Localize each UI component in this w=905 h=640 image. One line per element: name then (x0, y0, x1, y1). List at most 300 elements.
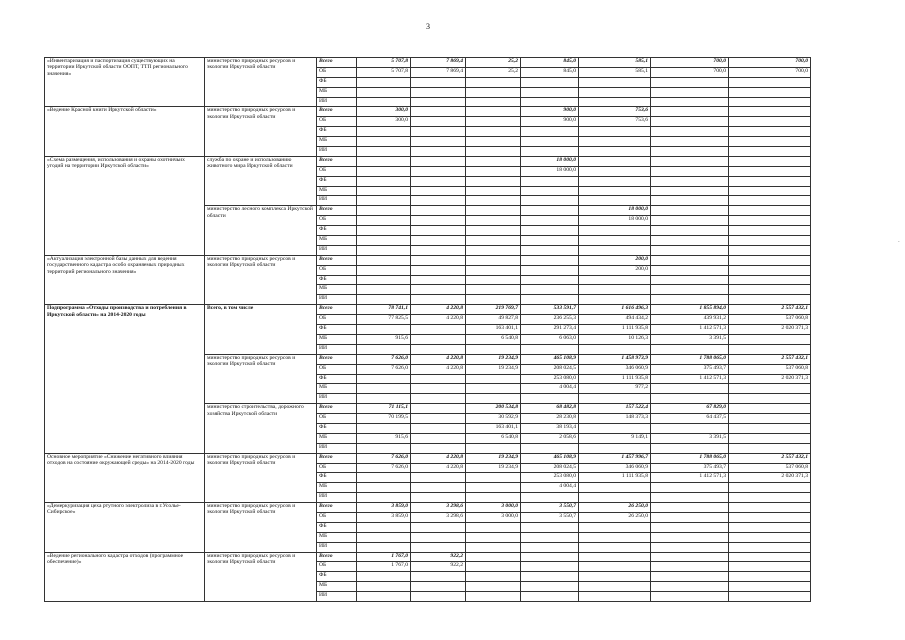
year-2020-cell (729, 532, 811, 542)
year-2020-cell: 537 060,8 (729, 364, 811, 374)
responsible-executor: Всего, в том числе (205, 305, 317, 354)
source-cell: ОБ (317, 414, 357, 424)
year-2015-cell (411, 255, 466, 265)
year-2016-cell (466, 572, 521, 582)
year-2019-cell: 3 391,5 (651, 334, 729, 344)
year-2015-cell (411, 542, 466, 552)
source-cell: Всего (317, 107, 357, 117)
year-2014-cell (357, 206, 411, 216)
year-2018-cell (579, 532, 651, 542)
activity-description: «Ведение регионального кадастра отходов (программное обеспечение)» (45, 552, 205, 601)
year-2016-cell (466, 443, 521, 453)
year-2014-cell (357, 236, 411, 246)
year-2020-cell (729, 147, 811, 157)
source-cell: Всего (317, 58, 357, 68)
year-2019-cell (651, 245, 729, 255)
year-2017-cell (521, 127, 579, 137)
year-2016-cell (466, 285, 521, 295)
source-cell: ОБ (317, 512, 357, 522)
source-cell: МБ (317, 285, 357, 295)
year-2017-cell (521, 236, 579, 246)
year-2020-cell (729, 87, 811, 97)
year-2015-cell (411, 374, 466, 384)
year-2020-cell (729, 493, 811, 503)
year-2014-cell: 71 115,1 (357, 404, 411, 414)
year-2017-cell (521, 592, 579, 602)
year-2020-cell (729, 156, 811, 166)
year-2014-cell: 70 199,5 (357, 414, 411, 424)
year-2014-cell: 1 767,0 (357, 562, 411, 572)
year-2020-cell (729, 582, 811, 592)
year-2016-cell: 25,2 (466, 58, 521, 68)
year-2015-cell: 4 220,8 (411, 463, 466, 473)
year-2019-cell: 64 437,5 (651, 414, 729, 424)
year-2016-cell (466, 77, 521, 87)
year-2016-cell (466, 196, 521, 206)
year-2014-cell: 300,0 (357, 107, 411, 117)
year-2018-cell (579, 542, 651, 552)
year-2020-cell (729, 285, 811, 295)
source-cell: ИИ (317, 542, 357, 552)
year-2014-cell: 77 825,5 (357, 315, 411, 325)
year-2017-cell (521, 226, 579, 236)
source-cell: Всего (317, 156, 357, 166)
year-2020-cell (729, 483, 811, 493)
year-2015-cell (411, 236, 466, 246)
year-2016-cell (466, 176, 521, 186)
year-2015-cell (411, 245, 466, 255)
table-row (45, 107, 811, 117)
year-2015-cell: 7 869,4 (411, 58, 466, 68)
year-2020-cell (729, 196, 811, 206)
year-2015-cell (411, 87, 466, 97)
year-2018-cell (579, 562, 651, 572)
year-2018-cell: 10 126,3 (579, 334, 651, 344)
year-2017-cell (521, 443, 579, 453)
year-2014-cell (357, 295, 411, 305)
year-2019-cell (651, 542, 729, 552)
year-2016-cell (466, 295, 521, 305)
table-row (45, 305, 811, 315)
year-2019-cell (651, 107, 729, 117)
source-cell: МБ (317, 334, 357, 344)
budget-table (44, 57, 811, 602)
year-2020-cell (729, 137, 811, 147)
table-row (45, 58, 811, 68)
year-2015-cell (411, 97, 466, 107)
year-2015-cell (411, 414, 466, 424)
year-2016-cell: 200 534,8 (466, 404, 521, 414)
year-2014-cell (357, 493, 411, 503)
source-cell: ОБ (317, 562, 357, 572)
year-2016-cell: 19 234,9 (466, 364, 521, 374)
year-2016-cell (466, 532, 521, 542)
year-2014-cell (357, 285, 411, 295)
year-2015-cell (411, 344, 466, 354)
year-2020-cell (729, 265, 811, 275)
year-2019-cell (651, 295, 729, 305)
year-2014-cell (357, 186, 411, 196)
source-cell: ОБ (317, 315, 357, 325)
year-2016-cell (466, 117, 521, 127)
year-2019-cell (651, 87, 729, 97)
activity-description: «Актуализация электронной базы данных для ведения государственного кадастра особо охраняемых природных территорий регионального значения» (45, 255, 205, 304)
year-2017-cell (521, 245, 579, 255)
year-2017-cell: 236 255,3 (521, 315, 579, 325)
source-cell: ИИ (317, 394, 357, 404)
year-2019-cell (651, 255, 729, 265)
year-2020-cell (729, 236, 811, 246)
year-2020-cell (729, 572, 811, 582)
year-2018-cell (579, 552, 651, 562)
year-2014-cell (357, 344, 411, 354)
year-2015-cell (411, 206, 466, 216)
source-cell: Всего (317, 453, 357, 463)
year-2019-cell (651, 522, 729, 532)
year-2016-cell (466, 562, 521, 572)
year-2015-cell (411, 433, 466, 443)
year-2016-cell: 19 234,9 (466, 453, 521, 463)
table-row (45, 156, 811, 166)
year-2019-cell (651, 156, 729, 166)
year-2017-cell (521, 77, 579, 87)
year-2017-cell: 68 482,8 (521, 404, 579, 414)
year-2018-cell: 1 616 496,3 (579, 305, 651, 315)
year-2014-cell (357, 384, 411, 394)
year-2020-cell: 2 557 432,1 (729, 305, 811, 315)
year-2015-cell (411, 582, 466, 592)
year-2020-cell: 700,0 (729, 67, 811, 77)
year-2019-cell (651, 512, 729, 522)
source-cell: ФБ (317, 176, 357, 186)
year-2015-cell (411, 265, 466, 275)
year-2018-cell (579, 226, 651, 236)
year-2018-cell (579, 572, 651, 582)
year-2017-cell: 28 230,8 (521, 414, 579, 424)
year-2017-cell: 900,0 (521, 117, 579, 127)
responsible-executor: министерство природных ресурсов и экологии Иркутской области (205, 552, 317, 601)
year-2018-cell (579, 394, 651, 404)
year-2017-cell (521, 176, 579, 186)
year-2015-cell (411, 384, 466, 394)
year-2018-cell (579, 295, 651, 305)
year-2017-cell: 208 024,5 (521, 463, 579, 473)
year-2018-cell: 148 373,3 (579, 414, 651, 424)
year-2016-cell: 49 827,8 (466, 315, 521, 325)
table-row (45, 453, 811, 463)
year-2015-cell: 4 220,8 (411, 354, 466, 364)
year-2016-cell (466, 483, 521, 493)
source-cell: ИИ (317, 245, 357, 255)
year-2016-cell (466, 473, 521, 483)
year-2017-cell: 253 080,0 (521, 374, 579, 384)
year-2020-cell (729, 394, 811, 404)
year-2018-cell (579, 245, 651, 255)
year-2017-cell: 3 550,7 (521, 503, 579, 513)
year-2019-cell (651, 443, 729, 453)
source-cell: ФБ (317, 473, 357, 483)
year-2019-cell (651, 166, 729, 176)
source-cell: ФБ (317, 226, 357, 236)
year-2020-cell (729, 592, 811, 602)
year-2018-cell: 494 434,2 (579, 315, 651, 325)
year-2020-cell (729, 443, 811, 453)
year-2018-cell: 753,6 (579, 117, 651, 127)
year-2017-cell: 3 550,7 (521, 512, 579, 522)
year-2014-cell (357, 156, 411, 166)
year-2020-cell (729, 226, 811, 236)
year-2014-cell (357, 423, 411, 433)
year-2015-cell (411, 285, 466, 295)
year-2014-cell (357, 572, 411, 582)
year-2019-cell (651, 216, 729, 226)
year-2015-cell (411, 522, 466, 532)
activity-description: «Ведение Красной книги Иркутской области» (45, 107, 205, 156)
activity-description: Подпрограмма «Отходы производства и потребления в Иркутской области» на 2014-2020 годы (45, 305, 205, 453)
year-2020-cell: 700,0 (729, 58, 811, 68)
source-cell: ИИ (317, 97, 357, 107)
year-2018-cell (579, 275, 651, 285)
year-2016-cell (466, 384, 521, 394)
year-2018-cell (579, 285, 651, 295)
year-2015-cell (411, 117, 466, 127)
source-cell: ОБ (317, 364, 357, 374)
year-2019-cell (651, 592, 729, 602)
year-2016-cell: 25,2 (466, 67, 521, 77)
year-2015-cell: 4 220,8 (411, 364, 466, 374)
year-2019-cell: 1 412 571,3 (651, 374, 729, 384)
year-2018-cell: 1 457 996,7 (579, 453, 651, 463)
year-2017-cell (521, 137, 579, 147)
year-2014-cell (357, 77, 411, 87)
year-2020-cell (729, 512, 811, 522)
year-2019-cell (651, 275, 729, 285)
year-2019-cell: 1 788 065,0 (651, 453, 729, 463)
year-2019-cell (651, 552, 729, 562)
year-2016-cell (466, 206, 521, 216)
year-2017-cell (521, 265, 579, 275)
year-2017-cell (521, 206, 579, 216)
year-2018-cell: 346 060,9 (579, 463, 651, 473)
source-cell: ИИ (317, 147, 357, 157)
year-2020-cell (729, 97, 811, 107)
year-2016-cell (466, 156, 521, 166)
year-2019-cell: 375 493,7 (651, 364, 729, 374)
year-2016-cell: 6 540,8 (466, 334, 521, 344)
year-2019-cell: 375 493,7 (651, 463, 729, 473)
year-2019-cell (651, 562, 729, 572)
year-2019-cell (651, 423, 729, 433)
year-2014-cell: 300,0 (357, 117, 411, 127)
table-row (45, 255, 811, 265)
year-2014-cell (357, 592, 411, 602)
year-2019-cell (651, 532, 729, 542)
year-2020-cell (729, 107, 811, 117)
year-2020-cell: 537 060,8 (729, 315, 811, 325)
year-2020-cell (729, 166, 811, 176)
year-2020-cell (729, 344, 811, 354)
source-cell: МБ (317, 87, 357, 97)
year-2015-cell (411, 216, 466, 226)
source-cell: Всего (317, 354, 357, 364)
year-2015-cell: 3 298,6 (411, 503, 466, 513)
year-2015-cell (411, 473, 466, 483)
source-cell: Всего (317, 503, 357, 513)
source-cell: ОБ (317, 216, 357, 226)
year-2016-cell: 6 540,8 (466, 433, 521, 443)
source-cell: Всего (317, 404, 357, 414)
year-2019-cell: 1 412 571,3 (651, 473, 729, 483)
year-2015-cell (411, 77, 466, 87)
year-2016-cell (466, 245, 521, 255)
year-2015-cell: 922,2 (411, 562, 466, 572)
source-cell: Всего (317, 255, 357, 265)
year-2017-cell: 900,0 (521, 107, 579, 117)
source-cell: ИИ (317, 592, 357, 602)
budget-table-body (45, 58, 811, 602)
year-2019-cell: 1 788 065,0 (651, 354, 729, 364)
year-2020-cell: 537 060,8 (729, 463, 811, 473)
year-2019-cell: 1 855 894,0 (651, 305, 729, 315)
year-2019-cell (651, 117, 729, 127)
year-2018-cell (579, 156, 651, 166)
year-2018-cell (579, 127, 651, 137)
year-2020-cell: 2 020 371,3 (729, 374, 811, 384)
page-number: 3 (426, 22, 430, 31)
year-2015-cell: 4 220,8 (411, 305, 466, 315)
year-2018-cell (579, 236, 651, 246)
source-cell: МБ (317, 137, 357, 147)
year-2020-cell (729, 295, 811, 305)
year-2014-cell (357, 97, 411, 107)
year-2017-cell: 6 063,0 (521, 334, 579, 344)
year-2017-cell: 4 004,4 (521, 483, 579, 493)
year-2020-cell (729, 206, 811, 216)
year-2015-cell (411, 572, 466, 582)
year-2019-cell (651, 77, 729, 87)
year-2018-cell (579, 592, 651, 602)
year-2015-cell (411, 107, 466, 117)
source-cell: ФБ (317, 77, 357, 87)
responsible-executor: министерство природных ресурсов и экологии Иркутской области (205, 354, 317, 403)
year-2014-cell (357, 532, 411, 542)
year-2014-cell (357, 374, 411, 384)
year-2017-cell: 2 058,6 (521, 433, 579, 443)
year-2018-cell (579, 77, 651, 87)
year-2016-cell (466, 522, 521, 532)
year-2014-cell (357, 147, 411, 157)
year-2016-cell (466, 97, 521, 107)
year-2015-cell (411, 592, 466, 602)
year-2017-cell (521, 552, 579, 562)
year-2014-cell: 3 859,0 (357, 512, 411, 522)
year-2015-cell (411, 196, 466, 206)
year-2018-cell (579, 97, 651, 107)
year-2018-cell: 1 111 935,8 (579, 473, 651, 483)
year-2017-cell (521, 285, 579, 295)
year-2019-cell (651, 503, 729, 513)
year-2014-cell (357, 542, 411, 552)
year-2016-cell (466, 137, 521, 147)
year-2018-cell: 157 522,4 (579, 404, 651, 414)
year-2018-cell: 753,6 (579, 107, 651, 117)
year-2018-cell: 26 250,0 (579, 503, 651, 513)
year-2014-cell (357, 87, 411, 97)
year-2020-cell (729, 176, 811, 186)
year-2016-cell (466, 107, 521, 117)
year-2017-cell (521, 186, 579, 196)
responsible-executor: министерство природных ресурсов и экологии Иркутской области (205, 255, 317, 304)
year-2014-cell (357, 226, 411, 236)
year-2018-cell (579, 166, 651, 176)
year-2014-cell: 915,6 (357, 433, 411, 443)
year-2014-cell: 915,6 (357, 334, 411, 344)
year-2015-cell (411, 275, 466, 285)
year-2019-cell: 1 412 571,3 (651, 325, 729, 335)
year-2015-cell (411, 166, 466, 176)
year-2015-cell (411, 483, 466, 493)
year-2014-cell (357, 176, 411, 186)
year-2017-cell: 465 108,9 (521, 453, 579, 463)
year-2016-cell (466, 592, 521, 602)
source-cell: МБ (317, 532, 357, 542)
year-2014-cell: 7 626,0 (357, 354, 411, 364)
year-2016-cell: 219 769,7 (466, 305, 521, 315)
year-2019-cell (651, 127, 729, 137)
responsible-executor: министерство природных ресурсов и экологии Иркутской области (205, 107, 317, 156)
year-2020-cell: 2 020 371,3 (729, 325, 811, 335)
year-2017-cell: 533 591,7 (521, 305, 579, 315)
year-2017-cell (521, 147, 579, 157)
year-2017-cell: 291 273,4 (521, 325, 579, 335)
year-2017-cell: 18 000,0 (521, 156, 579, 166)
year-2016-cell: 163 401,1 (466, 423, 521, 433)
year-2014-cell: 5 707,8 (357, 67, 411, 77)
year-2016-cell: 30 592,9 (466, 414, 521, 424)
activity-description: Основное мероприятие «Снижение негативного влияния отходов на состояние окружающей среды» на 2014-2020 годы (45, 453, 205, 502)
year-2014-cell (357, 275, 411, 285)
year-2019-cell: 67 829,0 (651, 404, 729, 414)
year-2018-cell: 18 000,0 (579, 216, 651, 226)
year-2017-cell: 4 004,4 (521, 384, 579, 394)
year-2018-cell (579, 137, 651, 147)
responsible-executor: служба по охране и использованию животного мира Иркутской области (205, 156, 317, 205)
source-cell: ОБ (317, 463, 357, 473)
source-cell: ФБ (317, 522, 357, 532)
responsible-executor: министерство природных ресурсов и экологии Иркутской области (205, 58, 317, 107)
year-2019-cell (651, 394, 729, 404)
year-2020-cell (729, 334, 811, 344)
year-2017-cell (521, 295, 579, 305)
year-2016-cell (466, 147, 521, 157)
year-2020-cell (729, 186, 811, 196)
edge-mark: . (898, 236, 900, 244)
year-2019-cell (651, 344, 729, 354)
table-row (45, 552, 811, 562)
year-2018-cell: 9 149,1 (579, 433, 651, 443)
table-row (45, 503, 811, 513)
year-2019-cell: 700,0 (651, 58, 729, 68)
year-2014-cell (357, 245, 411, 255)
year-2020-cell (729, 423, 811, 433)
year-2014-cell (357, 582, 411, 592)
year-2020-cell (729, 562, 811, 572)
year-2018-cell: 1 458 973,9 (579, 354, 651, 364)
year-2020-cell (729, 77, 811, 87)
year-2014-cell: 7 626,0 (357, 453, 411, 463)
responsible-executor: министерство строительства, дорожного хозяйства Иркутской области (205, 404, 317, 453)
source-cell: МБ (317, 483, 357, 493)
